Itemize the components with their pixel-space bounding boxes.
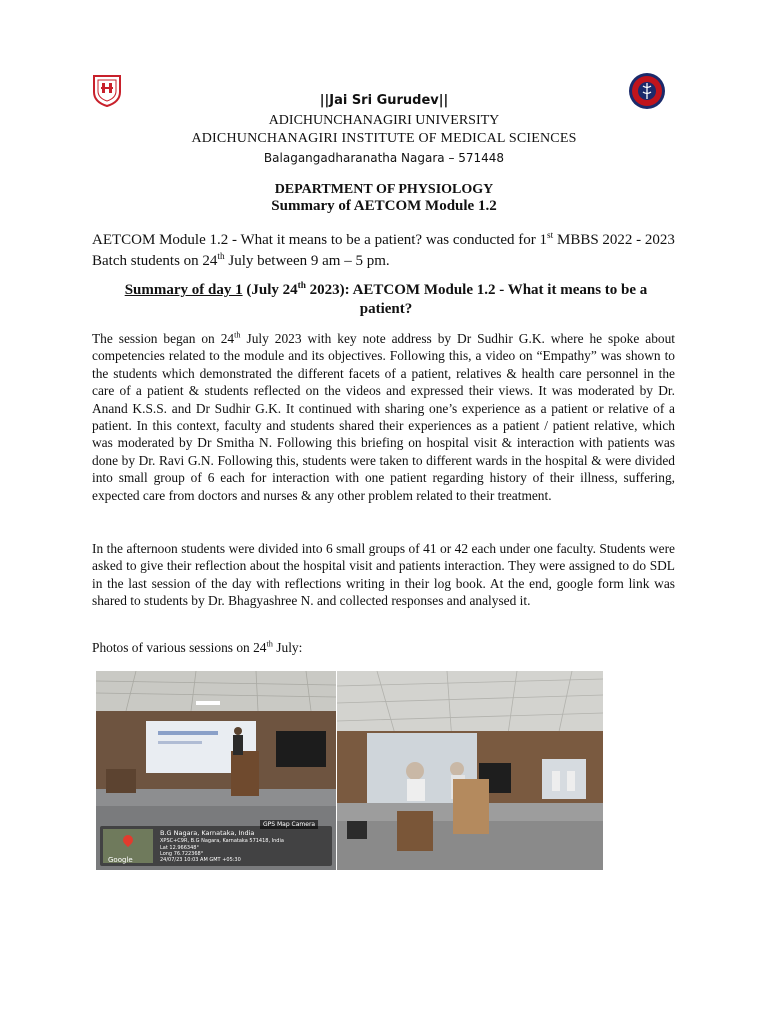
para1-text-2: July 2023 with key note address by Dr Sudhir G.K. where he spoke about competencies related to the module and its objectives. Following this, a video on “Empathy” was shown to the students which demonstrated the different facets of a patient, relatives & health care personnel in the care of a patient & students reflected on the videos and expressed their views. It was moderated by Dr. Anand K.S.S. and Dr Sudhir G.K. It continued with sharing one’s experience as a patient or relative of a patient. In this context, faculty and students shared their experiences as a patient / patient relative, which was moderated by Dr Smitha N. Following this briefing on hospital visit & interaction with patients was done by Dr. Ravi G.N. Following this, students were taken to different wards in the hospital & were divided into small group of 6 each for interaction with one patient regarding history of their illness, suffering, expected care from doctors and nurses & any other problem related to their treatment. [92,331,676,503]
gps-camera-label: GPS Map Camera [260,820,318,829]
geotag-place: B.G Nagara, Karnataka, India [160,829,255,837]
day-summary-heading [100,281,672,319]
google-label: Google [108,856,133,864]
university-name: ADICHUNCHANAGIRI UNIVERSITY [268,113,500,128]
geotag-map-thumbnail [103,829,153,863]
day-title-text-2: 2023): AETCOM Module 1.2 - What it means to be a patient? [305,282,648,317]
session-photo-1 [96,671,336,870]
letterhead [100,92,668,167]
intro-text-1: AETCOM Module 1.2 - What it means to be a patient? was conducted for 1 [92,232,548,248]
caption-text-2: July: [272,640,303,655]
geotag-address: XPSC+C9R, B.G Nagara, Karnataka 571418, India [160,838,284,844]
auditorium-photo-image [337,671,603,870]
department-name: DEPARTMENT OF PHYSIOLOGY [274,182,494,197]
para1-text-1: The session began on 24 [92,331,235,346]
intro-text-2: MBBS 2022 - 2023 Batch students on 24 [92,232,675,269]
session-paragraph [92,330,675,504]
document-title: Summary of AETCOM Module 1.2 [271,198,497,214]
day-title-text-1: (July 24 [242,282,298,298]
invocation-line: ||Jai Sri Gurudev|| [319,93,449,108]
geotag-longitude: Long 76.722368° [160,851,204,857]
photos-caption [92,639,302,657]
para1-sup: th [234,330,241,340]
institute-address: Balagangadharanatha Nagara – 571448 [263,151,505,165]
day-title-sup: th [297,281,306,291]
intro-sup-1: st [547,231,554,241]
caption-sup: th [266,639,273,649]
day-label: Summary of day 1 [124,282,243,298]
intro-sup-2: th [217,252,225,262]
caption-text-1: Photos of various sessions on 24 [92,640,267,655]
location-pin-icon [121,833,135,847]
gps-geotag-overlay [100,821,332,866]
afternoon-paragraph: In the afternoon students were divided into 6 small groups of 41 or 42 each under one faculty. Students were asked to give their reflection about the hospital visit and patients interaction. They were assigned to do SDL in the last session of the day with reflections writing in their log book. At the end, google form link was shared to students by Dr. Bhagyashree N. and collected responses and analysed it. [92,541,675,609]
session-photo-2 [337,671,603,870]
intro-paragraph [92,230,678,272]
intro-text-3: July between 9 am – 5 pm. [224,253,390,269]
department-heading [100,181,668,215]
geotag-latitude: Lat 12.966348° [160,845,199,851]
institute-name: ADICHUNCHANAGIRI INSTITUTE OF MEDICAL SCIENCES [191,131,577,146]
geotag-timestamp: 24/07/23 10:03 AM GMT +05:30 [160,857,241,863]
